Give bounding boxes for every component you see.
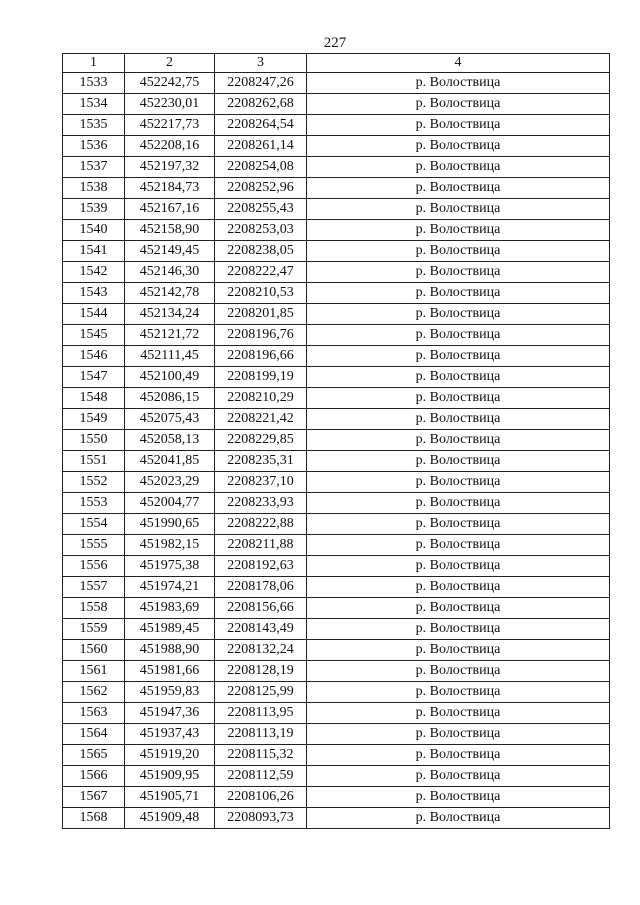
table-row bbox=[63, 808, 610, 829]
description-cell: р. Волоствица bbox=[307, 136, 610, 157]
point-number-cell: 1564 bbox=[63, 724, 125, 745]
description-cell: р. Волоствица bbox=[307, 115, 610, 136]
x-coordinate-cell: 452086,15 bbox=[125, 388, 215, 409]
description-cell: р. Волоствица bbox=[307, 388, 610, 409]
y-coordinate-cell: 2208252,96 bbox=[215, 178, 307, 199]
table-row bbox=[63, 661, 610, 682]
description-cell: р. Волоствица bbox=[307, 493, 610, 514]
point-number-cell: 1565 bbox=[63, 745, 125, 766]
y-coordinate-cell: 2208115,32 bbox=[215, 745, 307, 766]
description-cell: р. Волоствица bbox=[307, 94, 610, 115]
point-number-cell: 1558 bbox=[63, 598, 125, 619]
description-cell: р. Волоствица bbox=[307, 556, 610, 577]
table-row bbox=[63, 577, 610, 598]
table-row bbox=[63, 787, 610, 808]
table-row bbox=[63, 514, 610, 535]
header-row bbox=[63, 54, 610, 73]
table-row bbox=[63, 178, 610, 199]
table-row bbox=[63, 346, 610, 367]
x-coordinate-cell: 452058,13 bbox=[125, 430, 215, 451]
table-row bbox=[63, 703, 610, 724]
description-cell: р. Волоствица bbox=[307, 745, 610, 766]
x-coordinate-cell: 451988,90 bbox=[125, 640, 215, 661]
description-cell: р. Волоствица bbox=[307, 199, 610, 220]
point-number-cell: 1560 bbox=[63, 640, 125, 661]
table-row bbox=[63, 367, 610, 388]
point-number-cell: 1535 bbox=[63, 115, 125, 136]
x-coordinate-cell: 452146,30 bbox=[125, 262, 215, 283]
description-cell: р. Волоствица bbox=[307, 262, 610, 283]
y-coordinate-cell: 2208112,59 bbox=[215, 766, 307, 787]
y-coordinate-cell: 2208192,63 bbox=[215, 556, 307, 577]
point-number-cell: 1562 bbox=[63, 682, 125, 703]
table-row bbox=[63, 745, 610, 766]
y-coordinate-cell: 2208233,93 bbox=[215, 493, 307, 514]
table-row bbox=[63, 493, 610, 514]
table-row bbox=[63, 682, 610, 703]
x-coordinate-cell: 451909,48 bbox=[125, 808, 215, 829]
description-cell: р. Волоствица bbox=[307, 220, 610, 241]
x-coordinate-cell: 452041,85 bbox=[125, 451, 215, 472]
description-cell: р. Волоствица bbox=[307, 157, 610, 178]
x-coordinate-cell: 452184,73 bbox=[125, 178, 215, 199]
description-cell: р. Волоствица bbox=[307, 787, 610, 808]
point-number-cell: 1563 bbox=[63, 703, 125, 724]
table-row bbox=[63, 598, 610, 619]
point-number-cell: 1540 bbox=[63, 220, 125, 241]
table-row bbox=[63, 136, 610, 157]
point-number-cell: 1539 bbox=[63, 199, 125, 220]
table-row bbox=[63, 283, 610, 304]
x-coordinate-cell: 451975,38 bbox=[125, 556, 215, 577]
point-number-cell: 1566 bbox=[63, 766, 125, 787]
x-coordinate-cell: 452023,29 bbox=[125, 472, 215, 493]
y-coordinate-cell: 2208238,05 bbox=[215, 241, 307, 262]
x-coordinate-cell: 451974,21 bbox=[125, 577, 215, 598]
x-coordinate-cell: 452100,49 bbox=[125, 367, 215, 388]
description-cell: р. Волоствица bbox=[307, 808, 610, 829]
x-coordinate-cell: 451959,83 bbox=[125, 682, 215, 703]
coordinates-table bbox=[62, 53, 610, 829]
y-coordinate-cell: 2208128,19 bbox=[215, 661, 307, 682]
x-coordinate-cell: 451990,65 bbox=[125, 514, 215, 535]
y-coordinate-cell: 2208106,26 bbox=[215, 787, 307, 808]
y-coordinate-cell: 2208237,10 bbox=[215, 472, 307, 493]
column-header-2: 2 bbox=[125, 54, 215, 73]
x-coordinate-cell: 451983,69 bbox=[125, 598, 215, 619]
point-number-cell: 1550 bbox=[63, 430, 125, 451]
x-coordinate-cell: 452167,16 bbox=[125, 199, 215, 220]
x-coordinate-cell: 451989,45 bbox=[125, 619, 215, 640]
x-coordinate-cell: 451909,95 bbox=[125, 766, 215, 787]
y-coordinate-cell: 2208113,19 bbox=[215, 724, 307, 745]
table-row bbox=[63, 157, 610, 178]
x-coordinate-cell: 452149,45 bbox=[125, 241, 215, 262]
table-row bbox=[63, 409, 610, 430]
description-cell: р. Волоствица bbox=[307, 535, 610, 556]
table-row bbox=[63, 220, 610, 241]
table-row bbox=[63, 430, 610, 451]
point-number-cell: 1547 bbox=[63, 367, 125, 388]
x-coordinate-cell: 452111,45 bbox=[125, 346, 215, 367]
y-coordinate-cell: 2208255,43 bbox=[215, 199, 307, 220]
y-coordinate-cell: 2208210,29 bbox=[215, 388, 307, 409]
table-row bbox=[63, 724, 610, 745]
x-coordinate-cell: 452004,77 bbox=[125, 493, 215, 514]
x-coordinate-cell: 451947,36 bbox=[125, 703, 215, 724]
column-header-1: 1 bbox=[63, 54, 125, 73]
y-coordinate-cell: 2208210,53 bbox=[215, 283, 307, 304]
y-coordinate-cell: 2208125,99 bbox=[215, 682, 307, 703]
table-row bbox=[63, 619, 610, 640]
point-number-cell: 1538 bbox=[63, 178, 125, 199]
x-coordinate-cell: 452121,72 bbox=[125, 325, 215, 346]
point-number-cell: 1552 bbox=[63, 472, 125, 493]
table-row bbox=[63, 556, 610, 577]
point-number-cell: 1567 bbox=[63, 787, 125, 808]
description-cell: р. Волоствица bbox=[307, 724, 610, 745]
y-coordinate-cell: 2208113,95 bbox=[215, 703, 307, 724]
column-header-4: 4 bbox=[307, 54, 610, 73]
x-coordinate-cell: 452075,43 bbox=[125, 409, 215, 430]
y-coordinate-cell: 2208235,31 bbox=[215, 451, 307, 472]
point-number-cell: 1537 bbox=[63, 157, 125, 178]
y-coordinate-cell: 2208132,24 bbox=[215, 640, 307, 661]
point-number-cell: 1533 bbox=[63, 73, 125, 94]
table-row bbox=[63, 199, 610, 220]
point-number-cell: 1534 bbox=[63, 94, 125, 115]
table-row bbox=[63, 388, 610, 409]
table-header bbox=[63, 54, 610, 73]
point-number-cell: 1549 bbox=[63, 409, 125, 430]
description-cell: р. Волоствица bbox=[307, 409, 610, 430]
description-cell: р. Волоствица bbox=[307, 640, 610, 661]
x-coordinate-cell: 452197,32 bbox=[125, 157, 215, 178]
description-cell: р. Волоствица bbox=[307, 346, 610, 367]
point-number-cell: 1543 bbox=[63, 283, 125, 304]
x-coordinate-cell: 452158,90 bbox=[125, 220, 215, 241]
table-row bbox=[63, 115, 610, 136]
point-number-cell: 1551 bbox=[63, 451, 125, 472]
x-coordinate-cell: 451919,20 bbox=[125, 745, 215, 766]
x-coordinate-cell: 451905,71 bbox=[125, 787, 215, 808]
y-coordinate-cell: 2208254,08 bbox=[215, 157, 307, 178]
y-coordinate-cell: 2208201,85 bbox=[215, 304, 307, 325]
table-row bbox=[63, 451, 610, 472]
description-cell: р. Волоствица bbox=[307, 577, 610, 598]
description-cell: р. Волоствица bbox=[307, 598, 610, 619]
table-row bbox=[63, 766, 610, 787]
x-coordinate-cell: 452242,75 bbox=[125, 73, 215, 94]
y-coordinate-cell: 2208196,66 bbox=[215, 346, 307, 367]
y-coordinate-cell: 2208178,06 bbox=[215, 577, 307, 598]
description-cell: р. Волоствица bbox=[307, 241, 610, 262]
y-coordinate-cell: 2208253,03 bbox=[215, 220, 307, 241]
description-cell: р. Волоствица bbox=[307, 682, 610, 703]
table-row bbox=[63, 94, 610, 115]
description-cell: р. Волоствица bbox=[307, 703, 610, 724]
table-row bbox=[63, 535, 610, 556]
y-coordinate-cell: 2208143,49 bbox=[215, 619, 307, 640]
x-coordinate-cell: 451982,15 bbox=[125, 535, 215, 556]
point-number-cell: 1559 bbox=[63, 619, 125, 640]
y-coordinate-cell: 2208199,19 bbox=[215, 367, 307, 388]
column-header-3: 3 bbox=[215, 54, 307, 73]
description-cell: р. Волоствица bbox=[307, 73, 610, 94]
description-cell: р. Волоствица bbox=[307, 661, 610, 682]
description-cell: р. Волоствица bbox=[307, 367, 610, 388]
description-cell: р. Волоствица bbox=[307, 304, 610, 325]
y-coordinate-cell: 2208093,73 bbox=[215, 808, 307, 829]
x-coordinate-cell: 451937,43 bbox=[125, 724, 215, 745]
y-coordinate-cell: 2208264,54 bbox=[215, 115, 307, 136]
y-coordinate-cell: 2208211,88 bbox=[215, 535, 307, 556]
y-coordinate-cell: 2208229,85 bbox=[215, 430, 307, 451]
point-number-cell: 1542 bbox=[63, 262, 125, 283]
table-row bbox=[63, 325, 610, 346]
y-coordinate-cell: 2208247,26 bbox=[215, 73, 307, 94]
y-coordinate-cell: 2208222,47 bbox=[215, 262, 307, 283]
description-cell: р. Волоствица bbox=[307, 766, 610, 787]
point-number-cell: 1568 bbox=[63, 808, 125, 829]
point-number-cell: 1556 bbox=[63, 556, 125, 577]
description-cell: р. Волоствица bbox=[307, 472, 610, 493]
y-coordinate-cell: 2208222,88 bbox=[215, 514, 307, 535]
description-cell: р. Волоствица bbox=[307, 178, 610, 199]
x-coordinate-cell: 452208,16 bbox=[125, 136, 215, 157]
table-row bbox=[63, 241, 610, 262]
page-number: 227 bbox=[323, 35, 347, 51]
x-coordinate-cell: 451981,66 bbox=[125, 661, 215, 682]
point-number-cell: 1536 bbox=[63, 136, 125, 157]
y-coordinate-cell: 2208196,76 bbox=[215, 325, 307, 346]
description-cell: р. Волоствица bbox=[307, 514, 610, 535]
description-cell: р. Волоствица bbox=[307, 619, 610, 640]
table-row bbox=[63, 262, 610, 283]
description-cell: р. Волоствица bbox=[307, 451, 610, 472]
x-coordinate-cell: 452134,24 bbox=[125, 304, 215, 325]
y-coordinate-cell: 2208221,42 bbox=[215, 409, 307, 430]
y-coordinate-cell: 2208261,14 bbox=[215, 136, 307, 157]
description-cell: р. Волоствица bbox=[307, 430, 610, 451]
y-coordinate-cell: 2208156,66 bbox=[215, 598, 307, 619]
x-coordinate-cell: 452217,73 bbox=[125, 115, 215, 136]
point-number-cell: 1546 bbox=[63, 346, 125, 367]
x-coordinate-cell: 452142,78 bbox=[125, 283, 215, 304]
point-number-cell: 1545 bbox=[63, 325, 125, 346]
table-row bbox=[63, 640, 610, 661]
table-row bbox=[63, 73, 610, 94]
description-cell: р. Волоствица bbox=[307, 283, 610, 304]
table-row bbox=[63, 304, 610, 325]
point-number-cell: 1548 bbox=[63, 388, 125, 409]
table-row bbox=[63, 472, 610, 493]
x-coordinate-cell: 452230,01 bbox=[125, 94, 215, 115]
point-number-cell: 1557 bbox=[63, 577, 125, 598]
point-number-cell: 1541 bbox=[63, 241, 125, 262]
point-number-cell: 1555 bbox=[63, 535, 125, 556]
point-number-cell: 1544 bbox=[63, 304, 125, 325]
point-number-cell: 1553 bbox=[63, 493, 125, 514]
description-cell: р. Волоствица bbox=[307, 325, 610, 346]
point-number-cell: 1554 bbox=[63, 514, 125, 535]
point-number-cell: 1561 bbox=[63, 661, 125, 682]
y-coordinate-cell: 2208262,68 bbox=[215, 94, 307, 115]
table-body bbox=[63, 73, 610, 829]
